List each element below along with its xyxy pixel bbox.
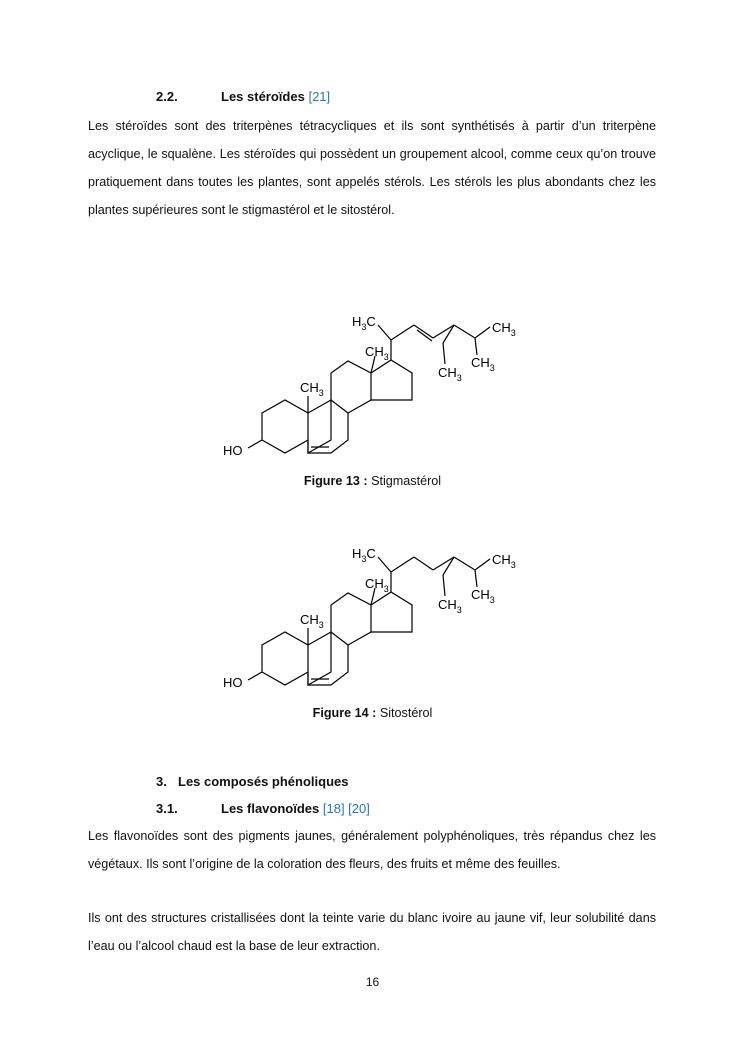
atom-label-ch3: $CH_3$ bbox=[471, 587, 495, 605]
section-heading-3-1 bbox=[156, 801, 370, 816]
section-number: 3.1. bbox=[156, 801, 178, 816]
section-number: 3. bbox=[156, 774, 167, 789]
page-number: 16 bbox=[365, 975, 380, 989]
paragraph-flavonoids-2: Ils ont des structures cristallisées dont la teinte varie du blanc ivoire au jaune vif, leur solubilité dans l’eau ou l’alcool chaud est la base de leur extraction. bbox=[88, 911, 656, 953]
paragraph-steroids: Les stéroïdes sont des triterpènes tétracycliques et ils sont synthétisés à partir d’un triterpène acyclique, le squalène. Les stéroïdes qui possèdent un groupement alcool, comme ceux qu’on trouve pratiquement dans toutes les plantes, sont appelés stérols. Les stérols les plus abondants chez les plantes supérieures sont le stigmastérol et le sitostérol. bbox=[88, 119, 656, 217]
atom-label-ch3: $CH_3$ bbox=[438, 597, 462, 615]
atom-label-h3c: $H_3C$ bbox=[352, 546, 376, 564]
section-heading-3 bbox=[156, 774, 349, 789]
atom-label-ch3: $CH_3$ bbox=[300, 612, 324, 630]
atom-label-ho: HO bbox=[223, 443, 243, 458]
atom-label-ch3: $CH_3$ bbox=[492, 552, 516, 570]
figure-label: Figure 14 : bbox=[312, 706, 377, 720]
section-number: 2.2. bbox=[156, 89, 178, 104]
paragraph-flavonoids-1: Les flavonoïdes sont des pigments jaunes, généralement polyphénoliques, très répandus chez les végétaux. Ils sont l’origine de la coloration des fleurs, des fruits et même des feuilles. bbox=[88, 829, 656, 871]
sitosterol-structure bbox=[215, 537, 535, 697]
citation-link[interactable]: [21] bbox=[308, 89, 331, 104]
atom-label-ch3: $CH_3$ bbox=[471, 355, 495, 373]
figure-name: Sitostérol bbox=[379, 706, 433, 720]
atom-label-ch3: $CH_3$ bbox=[365, 344, 389, 362]
atom-label-ch3: $CH_3$ bbox=[365, 576, 389, 594]
section-title: Les flavonoïdes bbox=[221, 801, 320, 816]
figure-caption bbox=[0, 474, 745, 488]
section-heading-2-2 bbox=[156, 89, 330, 104]
section-title: Les stéroïdes bbox=[221, 89, 305, 104]
stigmasterol-structure bbox=[215, 305, 535, 465]
atom-label-ch3: $CH_3$ bbox=[300, 380, 324, 398]
atom-label-ch3: $CH_3$ bbox=[492, 320, 516, 338]
figure-name: Stigmastérol bbox=[371, 474, 442, 488]
atom-label-h3c: $H_3C$ bbox=[352, 314, 376, 332]
section-title: Les composés phénoliques bbox=[178, 774, 349, 789]
atom-label-ch3: $CH_3$ bbox=[438, 365, 462, 383]
figure-label: Figure 13 : bbox=[303, 474, 368, 488]
citation-link[interactable]: [18] [20] bbox=[322, 801, 370, 816]
figure-caption bbox=[0, 706, 745, 720]
atom-label-ho: HO bbox=[223, 675, 243, 690]
